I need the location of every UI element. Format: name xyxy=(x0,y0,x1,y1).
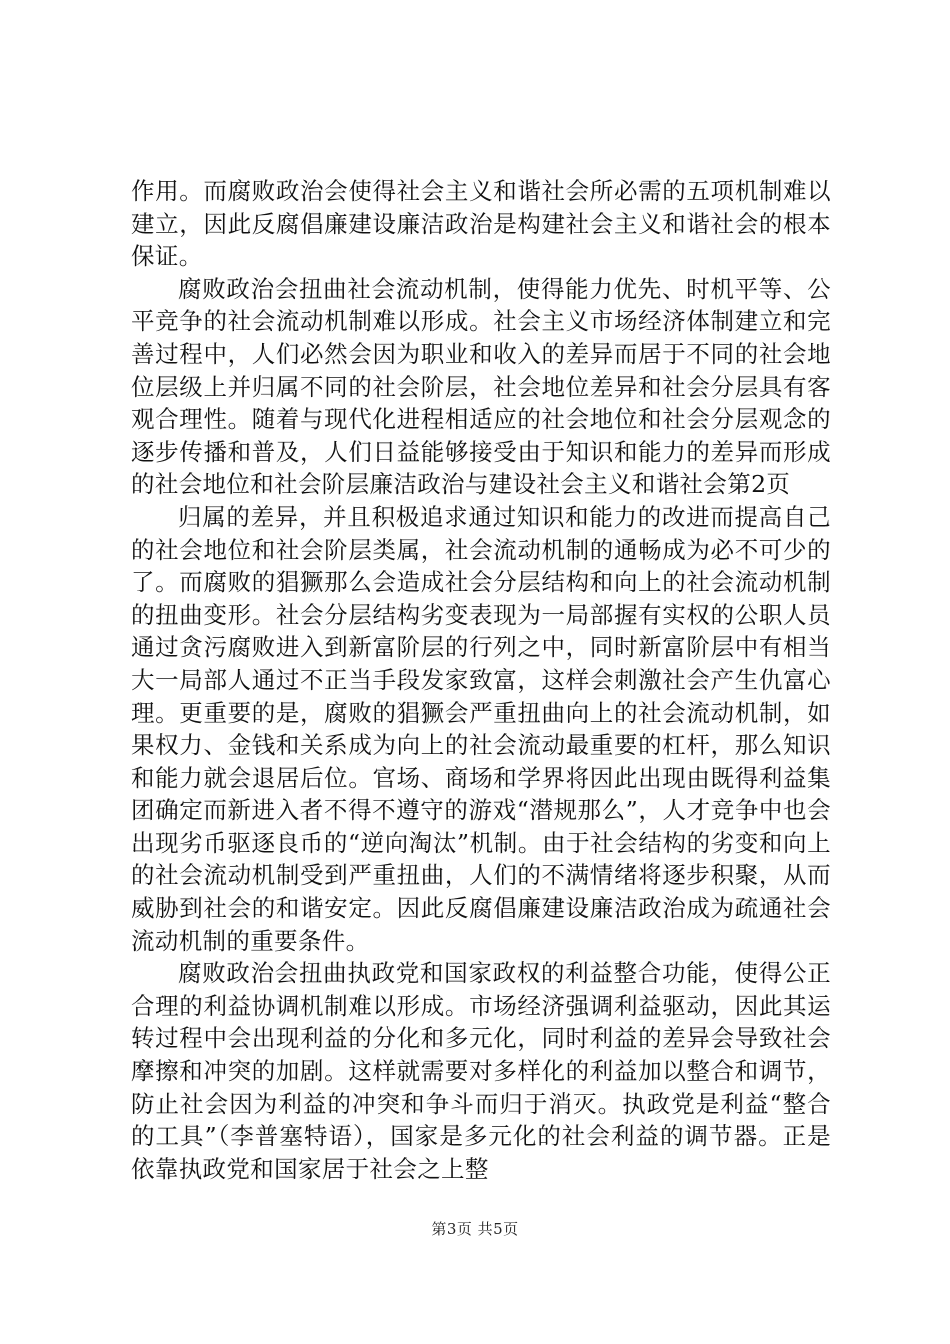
page-footer: 第3页 共5页 xyxy=(431,1220,519,1238)
paragraph-4: 腐败政治会扭曲执政党和国家政权的利益整合功能，使得公正合理的利益协调机制难以形成。市场经济强调利益驱动，因此其运转过程中会出现利益的分化和多元化，同时利益的差异会导致社会摩擦和冲突的加剧。这样就需要对多样化的利益加以整合和调节，防止社会因为利益的冲突和争斗而归于消灭。执政党是利益“整合的工具”（李普塞特语），国家是多元化的社会利益的调节器。正是依靠执政党和国家居于社会之上整 xyxy=(131,959,831,1183)
paragraph-3: 归属的差异，并且积极追求通过知识和能力的改进而提高自己的社会地位和社会阶层类属，社会流动机制的通畅成为必不可少的了。而腐败的猖獗那么会造成社会分层结构和向上的社会流动机制的扭曲变形。社会分层结构劣变表现为一局部握有实权的公职人员通过贪污腐败进入到新富阶层的行列之中，同时新富阶层中有相当大一局部人通过不正当手段发家致富，这样会刺激社会产生仇富心理。更重要的是，腐败的猖獗会严重扭曲向上的社会流动机制，如果权力、金钱和关系成为向上的社会流动最重要的杠杆，那么知识和能力就会退居后位。官场、商场和学界将因此出现由既得利益集团确定而新进入者不得不遵守的游戏“潜规那么”，人才竞争中也会出现劣币驱逐良币的“逆向淘汰”机制。由于社会结构的劣变和向上的社会流动机制受到严重扭曲，人们的不满情绪将逐步积聚，从而威胁到社会的和谐安定。因此反腐倡廉建设廉洁政治成为疏通社会流动机制的重要条件。 xyxy=(131,502,831,955)
body-text xyxy=(131,175,831,1185)
paragraph-2: 腐败政治会扭曲社会流动机制，使得能力优先、时机平等、公平竞争的社会流动机制难以形成。社会主义市场经济体制建立和完善过程中，人们必然会因为职业和收入的差异而居于不同的社会地位层级上并归属不同的社会阶层，社会地位差异和社会分层具有客观合理性。随着与现代化进程相适应的社会地位和社会分层观念的逐步传播和普及，人们日益能够接受由于知识和能力的差异而形成的社会地位和社会阶层廉洁政治与建设社会主义和谐社会第2页 xyxy=(131,274,831,499)
paragraph-1: 作用。而腐败政治会使得社会主义和谐社会所必需的五项机制难以建立，因此反腐倡廉建设廉洁政治是构建社会主义和谐社会的根本保证。 xyxy=(131,177,831,271)
